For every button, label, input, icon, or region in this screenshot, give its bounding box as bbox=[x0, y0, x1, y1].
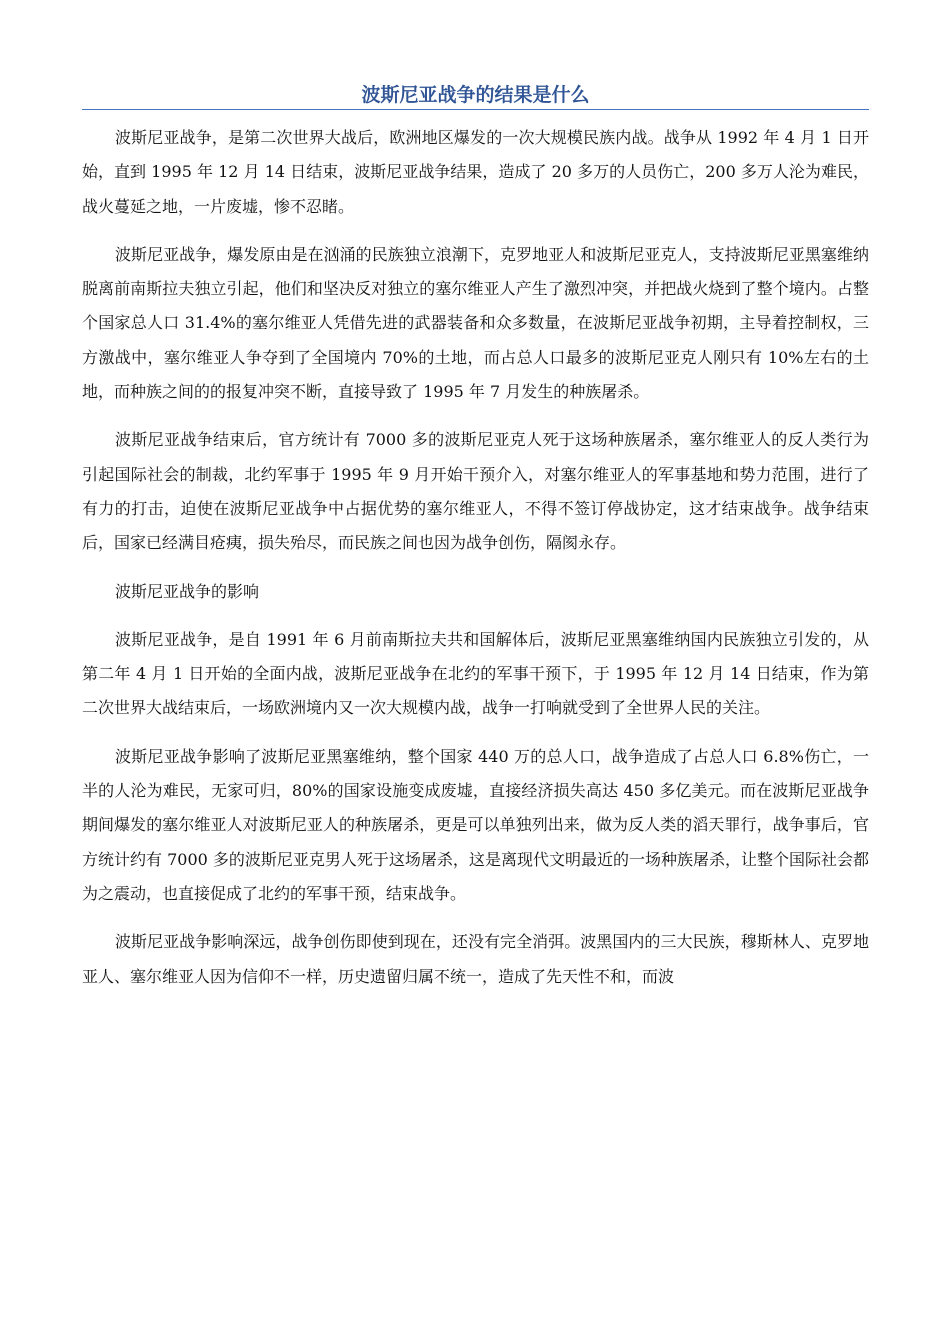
paragraph-impact-overview: 波斯尼亚战争，是自 1991 年 6 月前南斯拉夫共和国解体后，波斯尼亚黑塞维纳国内民族独立引发的，从第二年 4 月 1 日开始的全面内战，波斯尼亚战争在北约的军事干预下，于 1995 年 12 月 14 日结束，作为第二次世界大战结束后，一场欧洲境内又一次大规模内战，战争一打响就受到了全世界人民的关注。 bbox=[82, 629, 869, 718]
page-title: 波斯尼亚战争的结果是什么 bbox=[361, 84, 590, 106]
article-body bbox=[82, 121, 869, 1008]
section-heading-impact: 波斯尼亚战争的影响 bbox=[115, 581, 260, 601]
paragraph-war-end: 波斯尼亚战争结束后，官方统计有 7000 多的波斯尼亚克人死于这场种族屠杀，塞尔维亚人的反人类行为引起国际社会的制裁，北约军事于 1995 年 9 月开始干预介入，对塞尔维亚人的军事基地和势力范围，进行了有力的打击，迫使在波斯尼亚战争中占据优势的塞尔维亚人，不得不签订停战协定，这才结束战争。战争结束后，国家已经满目疮痍，损失殆尽，而民族之间也因为战争创伤，隔阂永存。 bbox=[82, 430, 869, 553]
paragraph-war-overview: 波斯尼亚战争，是第二次世界大战后，欧洲地区爆发的一次大规模民族内战。战争从 1992 年 4 月 1 日开始，直到 1995 年 12 月 14 日结束，波斯尼亚战争结果，造成了 20 多万的人员伤亡，200 多万人沦为难民，战火蔓延之地，一片废墟，惨不忍睹。 bbox=[82, 128, 869, 216]
title-underline bbox=[82, 109, 869, 110]
paragraph-impact-casualties: 波斯尼亚战争影响了波斯尼亚黑塞维纳，整个国家 440 万的总人口，战争造成了占总人口 6.8%伤亡，一半的人沦为难民，无家可归，80%的国家设施变成废墟，直接经济损失高达 450 多亿美元。而在波斯尼亚战争期间爆发的塞尔维亚人对波斯尼亚人的种族屠杀，更是可以单独列出来，做为反人类的滔天罪行，战争事后，官方统计约有 7000 多的波斯尼亚克男人死于这场屠杀，这是离现代文明最近的一场种族屠杀，让整个国际社会都为之震动，也直接促成了北约的军事干预，结束战争。 bbox=[82, 746, 869, 903]
paragraph-impact-lasting: 波斯尼亚战争影响深远，战争创伤即使到现在，还没有完全消弭。波黑国内的三大民族，穆斯林人、克罗地亚人、塞尔维亚人因为信仰不一样，历史遗留归属不统一，造成了先天性不和，而波 bbox=[82, 932, 869, 986]
paragraph-war-causes: 波斯尼亚战争，爆发原由是在汹涌的民族独立浪潮下，克罗地亚人和波斯尼亚克人，支持波斯尼亚黑塞维纳脱离前南斯拉夫独立引起，他们和坚决反对独立的塞尔维亚人产生了激烈冲突，并把战火烧到了整个境内。占整个国家总人口 31.4%的塞尔维亚人凭借先进的武器装备和众多数量，在波斯尼亚战争初期，主导着控制权，三方激战中，塞尔维亚人争夺到了全国境内 70%的土地，而占总人口最多的波斯尼亚克人刚只有 10%左右的土地，而种族之间的的报复冲突不断，直接导致了 1995 年 7 月发生的种族屠杀。 bbox=[82, 244, 869, 402]
